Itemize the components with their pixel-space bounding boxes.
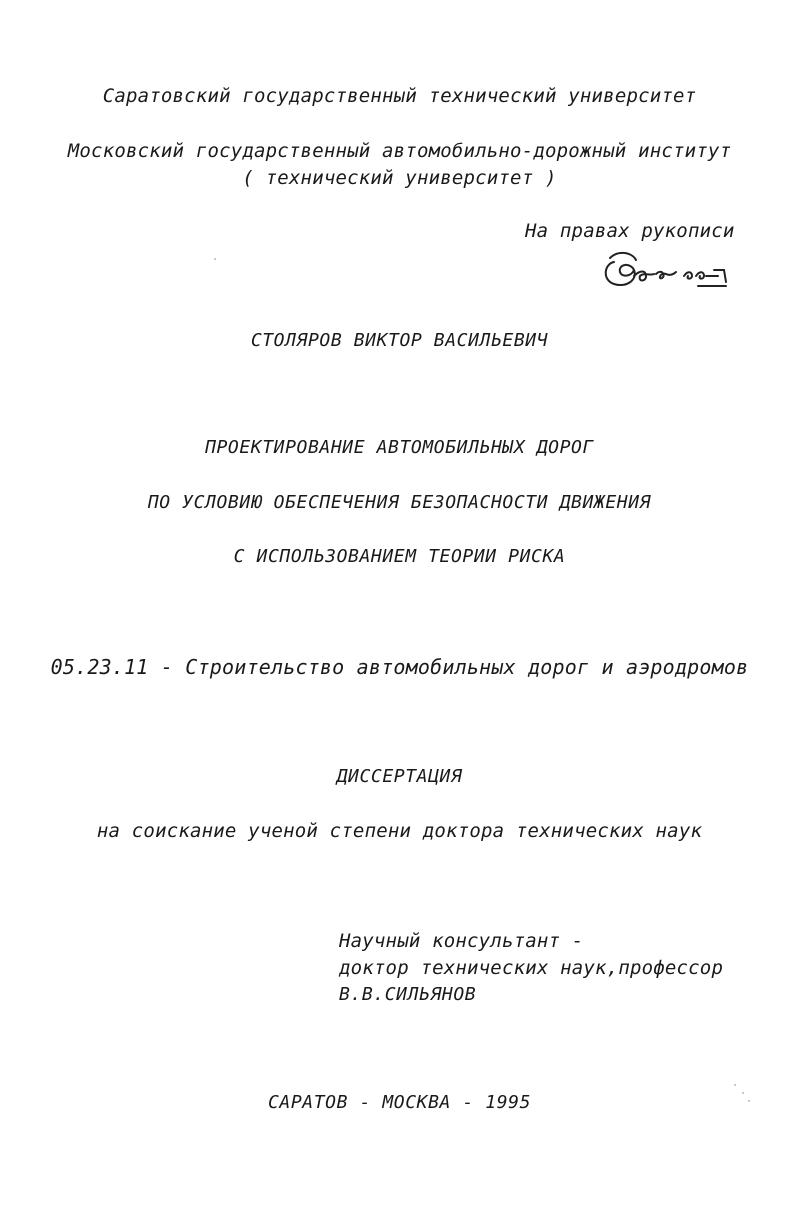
- university-1: Саратовский государственный технический университет: [102, 85, 697, 107]
- thesis-title-line-1: ПРОЕКТИРОВАНИЕ АВТОМОБИЛЬНЫХ ДОРОГ: [205, 437, 594, 458]
- manuscript-rights: На правах рукописи: [525, 220, 735, 242]
- scan-speck: [734, 1084, 736, 1086]
- scan-speck: [748, 1100, 750, 1102]
- consultant-degree: доктор технических наук,профессор: [339, 957, 724, 979]
- university-2-note: ( технический университет ): [242, 167, 557, 189]
- specialty-code: 05.23.11 - Строительство автомобильных дорог и аэродромов: [50, 655, 749, 679]
- degree-statement: на соискание ученой степени доктора технических наук: [96, 820, 703, 842]
- scan-speck: [742, 1092, 744, 1094]
- place-and-year: САРАТОВ - МОСКВА - 1995: [267, 1092, 532, 1113]
- document-type: ДИССЕРТАЦИЯ: [336, 766, 463, 787]
- author-signature: [600, 246, 740, 294]
- author-name: СТОЛЯРОВ ВИКТОР ВАСИЛЬЕВИЧ: [250, 330, 549, 351]
- consultant-role: Научный консультант -: [339, 930, 584, 952]
- thesis-title-line-2: ПО УСЛОВИЮ ОБЕСПЕЧЕНИЯ БЕЗОПАСНОСТИ ДВИЖЕНИЯ: [147, 492, 652, 513]
- thesis-title-line-3: С ИСПОЛЬЗОВАНИЕМ ТЕОРИИ РИСКА: [233, 546, 566, 567]
- scan-speck: [214, 258, 216, 260]
- university-2: Московский государственный автомобильно-дорожный институт: [67, 140, 732, 162]
- consultant-name: В.В.СИЛЬЯНОВ: [339, 984, 477, 1005]
